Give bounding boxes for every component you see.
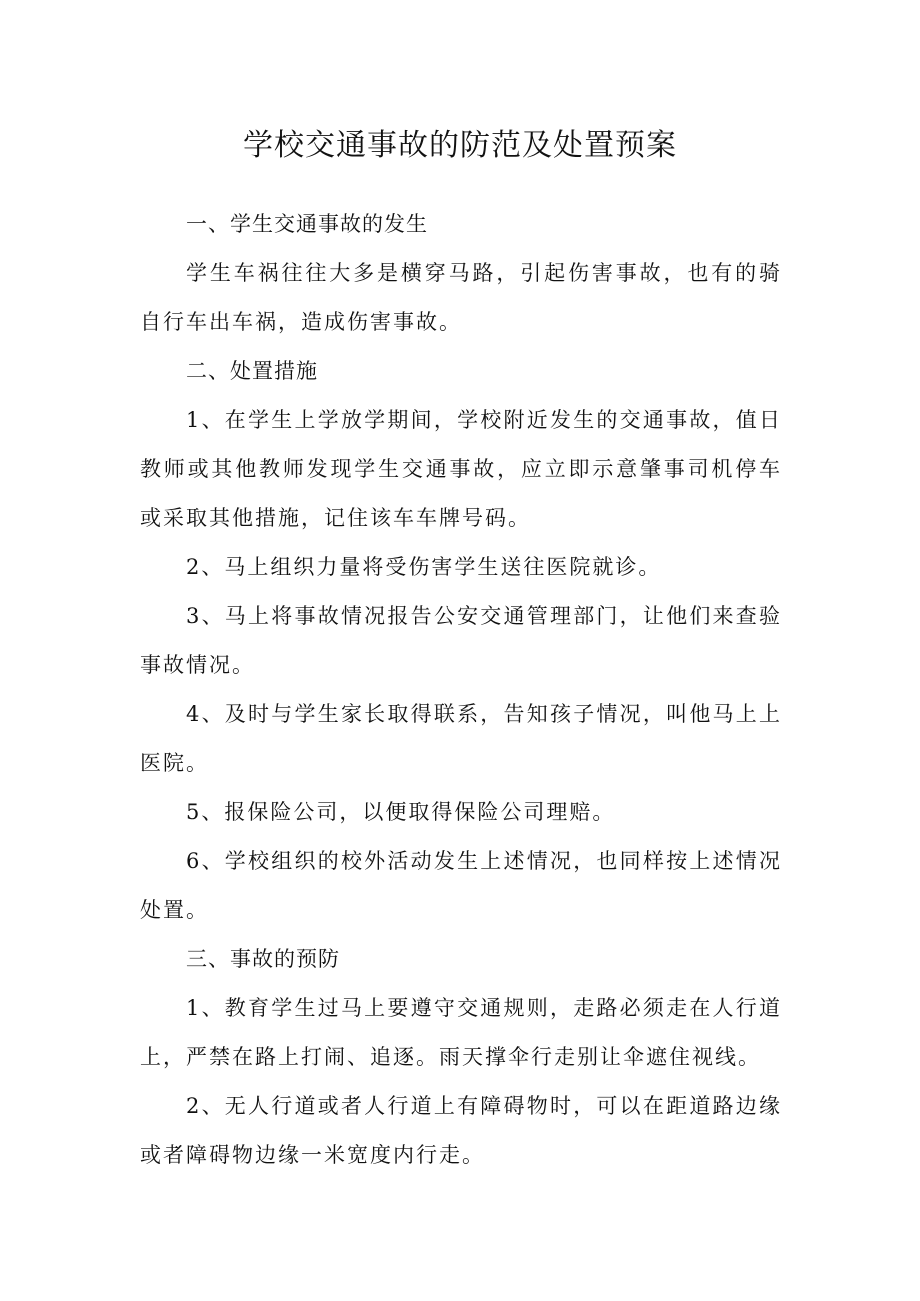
- paragraph-1-1: 学生车祸往往大多是横穿马路，引起伤害事故，也有的骑自行车出车祸，造成伤害事故。: [140, 261, 782, 334]
- paragraph-2-1: 1、在学生上学放学期间，学校附近发生的交通事故，值日教师或其他教师发现学生交通事故，应立即示意肇事司机停车或采取其他措施，记住该车车牌号码。: [140, 408, 782, 530]
- section-heading-3: 三、事故的预防: [186, 947, 340, 971]
- paragraph-2-3: 3、马上将事故情况报告公安交通管理部门，让他们来查验事故情况。: [140, 604, 782, 677]
- section-heading-2: 二、处置措施: [186, 359, 318, 383]
- page-title: 学校交通事故的防范及处置预案: [243, 128, 677, 163]
- paragraph-3-2: 2、无人行道或者人行道上有障碍物时，可以在距道路边缘或者障碍物边缘一米宽度内行走。: [140, 1094, 782, 1167]
- paragraph-2-5: 5、报保险公司，以便取得保险公司理赔。: [186, 800, 616, 824]
- paragraph-2-4: 4、及时与学生家长取得联系，告知孩子情况，叫他马上上医院。: [140, 702, 782, 775]
- paragraph-3-1: 1、教育学生过马上要遵守交通规则，走路必须走在人行道上，严禁在路上打闹、追逐。雨天撑伞行走别让伞遮住视线。: [140, 996, 782, 1069]
- paragraph-2-6: 6、学校组织的校外活动发生上述情况，也同样按上述情况处置。: [140, 849, 782, 922]
- document-body: [140, 200, 782, 1180]
- section-heading-1: 一、学生交通事故的发生: [186, 212, 428, 236]
- paragraph-2-2: 2、马上组织力量将受伤害学生送往医院就诊。: [186, 555, 662, 579]
